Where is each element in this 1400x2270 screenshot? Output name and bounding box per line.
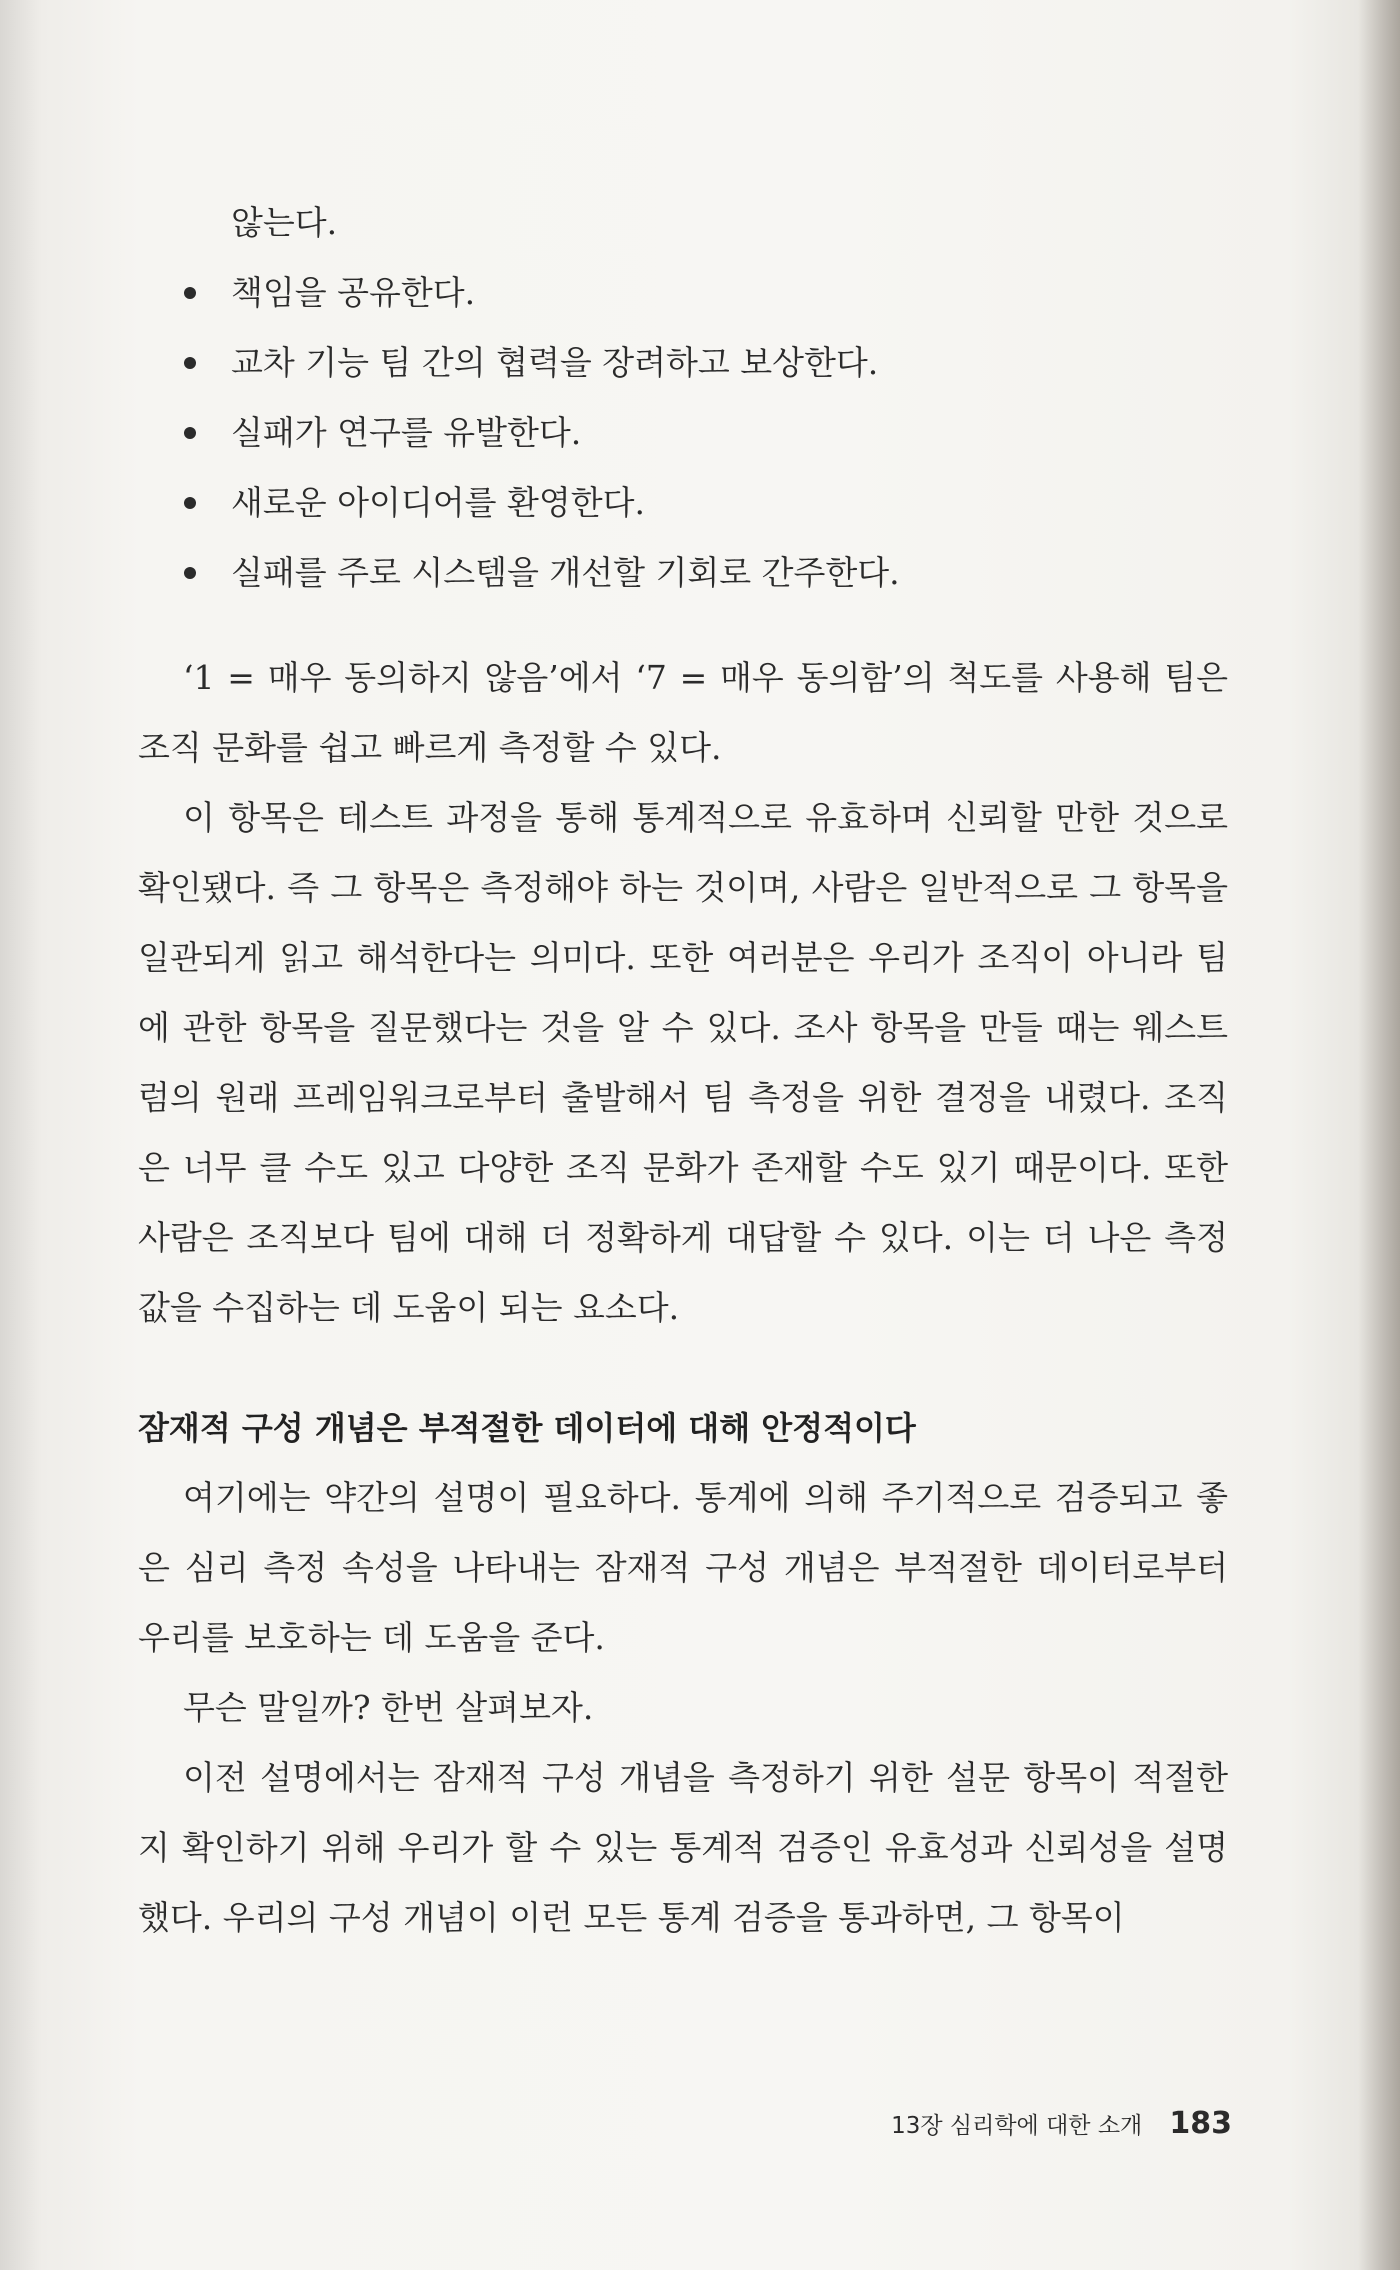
bullet-list [138, 258, 1228, 608]
bullet-icon [184, 357, 196, 369]
page-number: 183 [1169, 2106, 1232, 2141]
bullet-icon [184, 427, 196, 439]
continuation-line: 않는다. [231, 203, 338, 242]
bullet-text: 실패가 연구를 유발한다. [231, 413, 582, 452]
spacer [138, 608, 1228, 643]
bullet-icon [184, 567, 196, 579]
body-paragraph: 이전 설명에서는 잠재적 구성 개념을 측정하기 위한 설문 항목이 적절한지 확인하기 위해 우리가 할 수 있는 통계적 검증인 유효성과 신뢰성을 설명했다. 우리의 구성 개념이 이런 모든 통계 검증을 통과하면, 그 항목이 [138, 1758, 1228, 1937]
page-footer [891, 2106, 1232, 2141]
body-paragraph: 여기에는 약간의 설명이 필요하다. 통계에 의해 주기적으로 검증되고 좋은 심리 측정 속성을 나타내는 잠재적 구성 개념은 부적절한 데이터로부터 우리를 보호하는 데 도움을 준다. [138, 1478, 1228, 1657]
bullet-item [138, 398, 1228, 468]
section-heading: 잠재적 구성 개념은 부적절한 데이터에 대해 안정적이다 [138, 1409, 916, 1447]
bullet-item [138, 538, 1228, 608]
page-body [138, 188, 1228, 1953]
chapter-title: 13장 심리학에 대한 소개 [891, 2113, 1143, 2139]
body-paragraph: ‘1 = 매우 동의하지 않음’에서 ‘7 = 매우 동의함’의 척도를 사용해 팀은 조직 문화를 쉽고 빠르게 측정할 수 있다. [138, 658, 1228, 767]
spacer [138, 1343, 1228, 1393]
bullet-item [138, 328, 1228, 398]
bullet-item [138, 258, 1228, 328]
bullet-text: 새로운 아이디어를 환영한다. [231, 483, 646, 522]
bullet-text: 교차 기능 팀 간의 협력을 장려하고 보상한다. [231, 343, 879, 382]
body-paragraph: 이 항목은 테스트 과정을 통해 통계적으로 유효하며 신뢰할 만한 것으로 확인됐다. 즉 그 항목은 측정해야 하는 것이며, 사람은 일반적으로 그 항목을 일관되게 읽고 해석한다는 의미다. 또한 여러분은 우리가 조직이 아니라 팀에 관한 항목을 질문했다는 것을 알 수 있다. 조사 항목을 만들 때는 웨스트럼의 원래 프레임워크로부터 출발해서 팀 측정을 위한 결정을 내렸다. 조직은 너무 클 수도 있고 다양한 조직 문화가 존재할 수도 있기 때문이다. 또한 사람은 조직보다 팀에 대해 더 정확하게 대답할 수 있다. 이는 더 나은 측정값을 수집하는 데 도움이 되는 요소다. [138, 798, 1228, 1327]
bullet-item [138, 468, 1228, 538]
bullet-icon [184, 497, 196, 509]
bullet-text: 책임을 공유한다. [231, 273, 476, 312]
bullet-icon [184, 287, 196, 299]
body-paragraph: 무슨 말일까? 한번 살펴보자. [183, 1688, 594, 1727]
bullet-text: 실패를 주로 시스템을 개선할 기회로 간주한다. [231, 553, 900, 592]
